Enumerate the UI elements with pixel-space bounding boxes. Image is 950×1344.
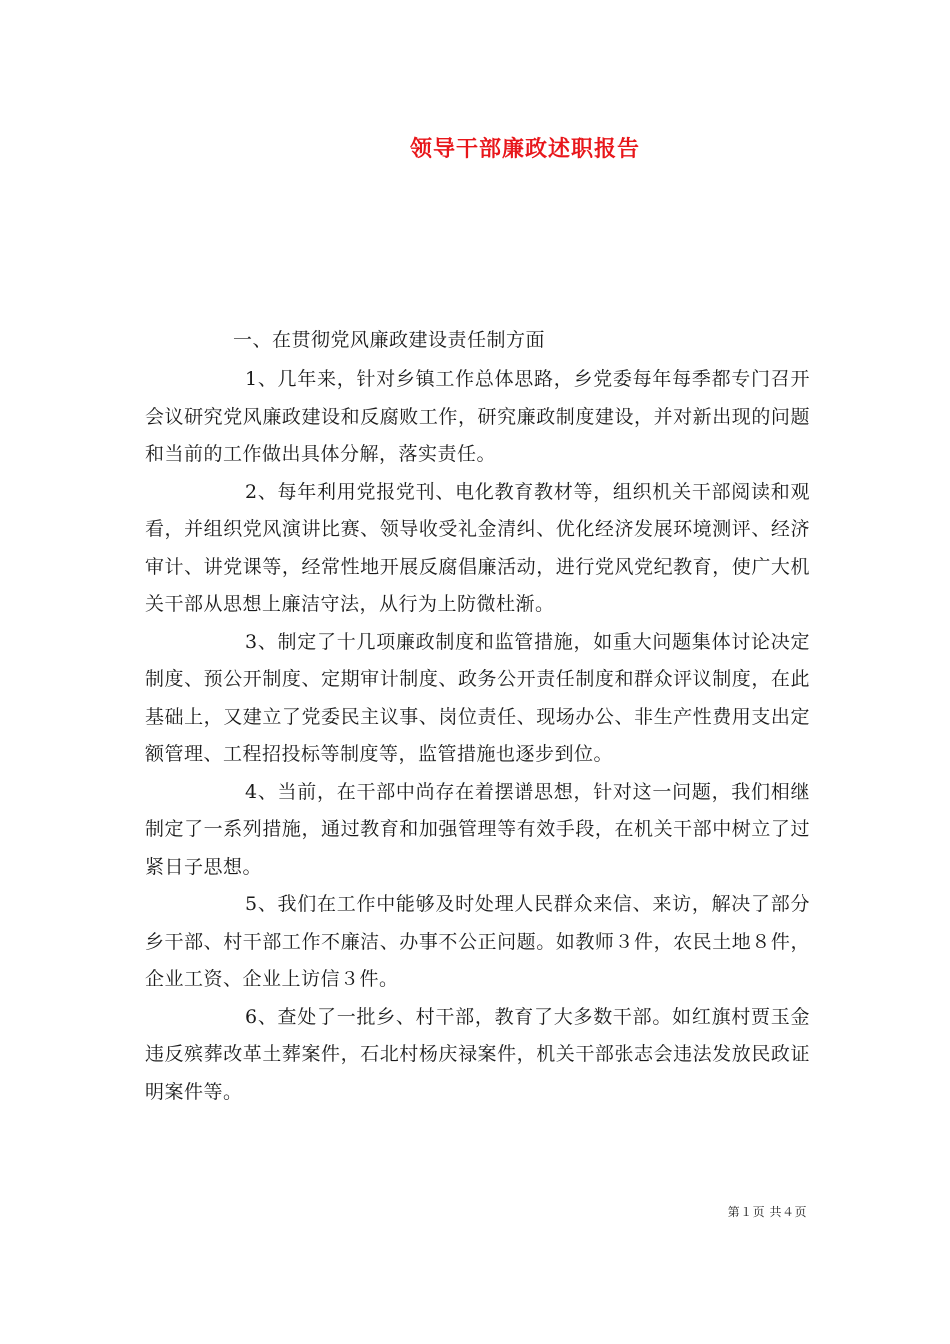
- paragraph: 6、查处了一批乡、村干部，教育了大多数干部。如红旗村贾玉金违反殡葬改革土葬案件，石北村杨庆禄案件，机关干部张志会违法发放民政证明案件等。: [145, 1005, 810, 1103]
- paragraph: 1、几年来，针对乡镇工作总体思路，乡党委每年每季都专门召开会议研究党风廉政建设和反腐败工作，研究廉政制度建设，并对新出现的问题和当前的工作做出具体分解，落实责任。: [145, 368, 810, 465]
- section-heading: 一、在贯彻党风廉政建设责任制方面: [233, 329, 546, 351]
- paragraph: 3、制定了十几项廉政制度和监管措施，如重大问题集体讨论决定制度、预公开制度、定期审计制度、政务公开责任制度和群众评议制度，在此基础上，又建立了党委民主议事、岗位责任、现场办公、非生产性费用支出定额管理、工程招投标等制度等，监管措施也逐步到位。: [145, 630, 810, 765]
- paragraph: 2、每年利用党报党刊、电化教育教材等，组织机关干部阅读和观看，并组织党风演讲比赛、领导收受礼金清纠、优化经济发展环境测评、经济审计、讲党课等，经常性地开展反腐倡廉活动，进行党风党纪教育，使广大机关干部从思想上廉洁守法，从行为上防微杜渐。: [145, 480, 810, 615]
- page-number-footer: 第１页 共４页: [727, 1205, 807, 1219]
- paragraph: 4、当前，在干部中尚存在着摆谱思想，针对这一问题，我们相继制定了一系列措施，通过教育和加强管理等有效手段，在机关干部中树立了过紧日子思想。: [145, 780, 810, 878]
- document-body: [145, 361, 810, 1111]
- paragraph: 5、我们在工作中能够及时处理人民群众来信、来访，解决了部分乡干部、村干部工作不廉洁、办事不公正问题。如教师３件，农民土地８件，企业工资、企业上访信３件。: [145, 893, 810, 990]
- document-title: 领导干部廉政述职报告: [409, 136, 640, 162]
